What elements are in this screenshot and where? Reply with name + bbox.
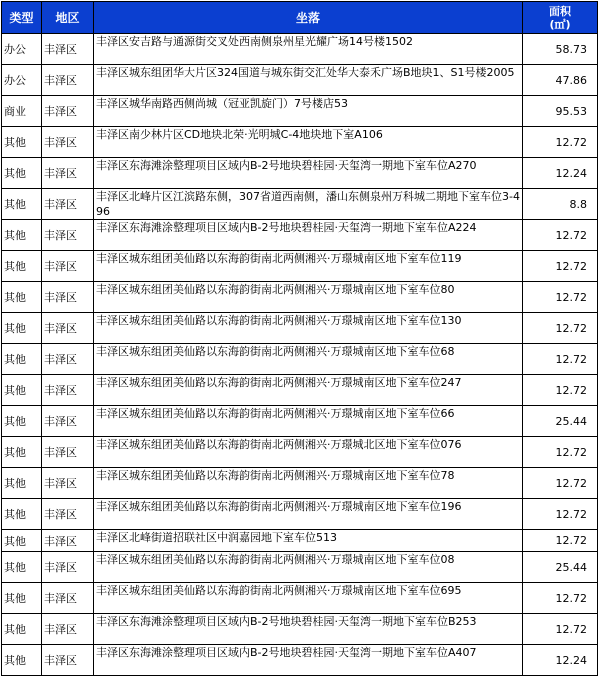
header-location: 坐落 [94, 2, 523, 34]
location-cell: 丰泽区城东组团华大片区324国道与城东街交汇处华大泰禾广场B地块1、S1号楼2005 [94, 65, 523, 96]
table-row [2, 127, 598, 158]
header-area-unit: (㎡) [549, 17, 571, 31]
area-cell: 12.72 [523, 583, 598, 614]
location-cell: 丰泽区南少林片区CD地块北荣·光明城C-4地块地下室A106 [94, 127, 523, 158]
location-cell: 丰泽区北峰街道招联社区中润嘉园地下室车位513 [94, 530, 523, 552]
type-cell: 其他 [2, 282, 42, 313]
location-cell: 丰泽区城东组团美仙路以东海韵街南北两侧湘兴·万璟城南区地下室车位66 [94, 406, 523, 437]
area-cell: 12.72 [523, 127, 598, 158]
table-row [2, 313, 598, 344]
table-row [2, 468, 598, 499]
location-cell: 丰泽区东海滩涂整理项目区域内B-2号地块碧桂园·天玺湾一期地下室车位A270 [94, 158, 523, 189]
table-row [2, 189, 598, 220]
area-cell: 12.72 [523, 220, 598, 251]
table-row [2, 375, 598, 406]
area-cell: 8.8 [523, 189, 598, 220]
district-cell: 丰泽区 [42, 583, 94, 614]
type-cell: 其他 [2, 614, 42, 645]
district-cell: 丰泽区 [42, 220, 94, 251]
location-cell: 丰泽区城东组团美仙路以东海韵街南北两侧湘兴·万璟城南区地下室车位196 [94, 499, 523, 530]
district-cell: 丰泽区 [42, 468, 94, 499]
area-cell: 12.72 [523, 499, 598, 530]
location-cell: 丰泽区东海滩涂整理项目区域内B-2号地块碧桂园·天玺湾一期地下室车位A224 [94, 220, 523, 251]
district-cell: 丰泽区 [42, 34, 94, 65]
table-row [2, 614, 598, 645]
district-cell: 丰泽区 [42, 614, 94, 645]
district-cell: 丰泽区 [42, 530, 94, 552]
header-district: 地区 [42, 2, 94, 34]
table-row [2, 552, 598, 583]
table-row [2, 499, 598, 530]
type-cell: 其他 [2, 406, 42, 437]
location-cell: 丰泽区东海滩涂整理项目区域内B-2号地块碧桂园·天玺湾一期地下室车位B253 [94, 614, 523, 645]
type-cell: 其他 [2, 220, 42, 251]
area-cell: 12.72 [523, 468, 598, 499]
table-body [2, 34, 598, 676]
area-cell: 12.72 [523, 614, 598, 645]
location-cell: 丰泽区城东组团美仙路以东海韵街南北两侧湘兴·万璟城南区地下室车位130 [94, 313, 523, 344]
property-table [1, 1, 598, 676]
table-row [2, 437, 598, 468]
table-header-row [2, 2, 598, 34]
type-cell: 其他 [2, 344, 42, 375]
area-cell: 12.72 [523, 375, 598, 406]
district-cell: 丰泽区 [42, 282, 94, 313]
type-cell: 其他 [2, 468, 42, 499]
district-cell: 丰泽区 [42, 127, 94, 158]
table-row [2, 96, 598, 127]
type-cell: 其他 [2, 127, 42, 158]
location-cell: 丰泽区城东组团美仙路以东海韵街南北两侧湘兴·万璟城南区地下室车位08 [94, 552, 523, 583]
district-cell: 丰泽区 [42, 552, 94, 583]
type-cell: 其他 [2, 499, 42, 530]
table-row [2, 65, 598, 96]
header-type: 类型 [2, 2, 42, 34]
district-cell: 丰泽区 [42, 437, 94, 468]
location-cell: 丰泽区东海滩涂整理项目区域内B-2号地块碧桂园·天玺湾一期地下室车位A407 [94, 645, 523, 676]
location-cell: 丰泽区北峰片区江滨路东侧，307省道西南侧，潘山东侧泉州万科城二期地下室车位3-496 [94, 189, 523, 220]
area-cell: 95.53 [523, 96, 598, 127]
district-cell: 丰泽区 [42, 499, 94, 530]
location-cell: 丰泽区城东组团美仙路以东海韵街南北两侧湘兴·万璟城南区地下室车位78 [94, 468, 523, 499]
area-cell: 12.72 [523, 344, 598, 375]
location-cell: 丰泽区城东组团美仙路以东海韵街南北两侧湘兴·万璟城南区地下室车位695 [94, 583, 523, 614]
area-cell: 12.72 [523, 530, 598, 552]
area-cell: 25.44 [523, 552, 598, 583]
area-cell: 58.73 [523, 34, 598, 65]
area-cell: 12.72 [523, 437, 598, 468]
location-cell: 丰泽区城东组团美仙路以东海韵街南北两侧湘兴·万璟城南区地下室车位119 [94, 251, 523, 282]
district-cell: 丰泽区 [42, 344, 94, 375]
type-cell: 办公 [2, 65, 42, 96]
district-cell: 丰泽区 [42, 65, 94, 96]
type-cell: 其他 [2, 645, 42, 676]
type-cell: 其他 [2, 530, 42, 552]
area-cell: 12.72 [523, 282, 598, 313]
area-cell: 12.24 [523, 645, 598, 676]
table-row [2, 583, 598, 614]
type-cell: 其他 [2, 189, 42, 220]
area-cell: 12.72 [523, 251, 598, 282]
table-row [2, 530, 598, 552]
district-cell: 丰泽区 [42, 313, 94, 344]
location-cell: 丰泽区安吉路与通源街交叉处西南侧泉州星光耀广场14号楼1502 [94, 34, 523, 65]
table-row [2, 158, 598, 189]
area-cell: 12.24 [523, 158, 598, 189]
location-cell: 丰泽区城东组团美仙路以东海韵街南北两侧湘兴·万璟城北区地下室车位076 [94, 437, 523, 468]
type-cell: 办公 [2, 34, 42, 65]
header-area-label: 面积 [549, 4, 571, 18]
area-cell: 47.86 [523, 65, 598, 96]
location-cell: 丰泽区城东组团美仙路以东海韵街南北两侧湘兴·万璟城南区地下室车位247 [94, 375, 523, 406]
district-cell: 丰泽区 [42, 96, 94, 127]
type-cell: 其他 [2, 552, 42, 583]
table-row [2, 344, 598, 375]
type-cell: 其他 [2, 437, 42, 468]
type-cell: 其他 [2, 313, 42, 344]
district-cell: 丰泽区 [42, 158, 94, 189]
type-cell: 其他 [2, 251, 42, 282]
table-row [2, 282, 598, 313]
type-cell: 其他 [2, 583, 42, 614]
header-area [523, 2, 598, 34]
location-cell: 丰泽区城华南路西侧尚城（冠亚凯旋门）7号楼店53 [94, 96, 523, 127]
table-row [2, 34, 598, 65]
type-cell: 其他 [2, 158, 42, 189]
table-row [2, 406, 598, 437]
table-row [2, 251, 598, 282]
district-cell: 丰泽区 [42, 645, 94, 676]
area-cell: 25.44 [523, 406, 598, 437]
type-cell: 商业 [2, 96, 42, 127]
location-cell: 丰泽区城东组团美仙路以东海韵街南北两侧湘兴·万璟城南区地下室车位80 [94, 282, 523, 313]
district-cell: 丰泽区 [42, 375, 94, 406]
district-cell: 丰泽区 [42, 251, 94, 282]
table-row [2, 645, 598, 676]
type-cell: 其他 [2, 375, 42, 406]
table-row [2, 220, 598, 251]
district-cell: 丰泽区 [42, 189, 94, 220]
location-cell: 丰泽区城东组团美仙路以东海韵街南北两侧湘兴·万璟城南区地下室车位68 [94, 344, 523, 375]
area-cell: 12.72 [523, 313, 598, 344]
district-cell: 丰泽区 [42, 406, 94, 437]
